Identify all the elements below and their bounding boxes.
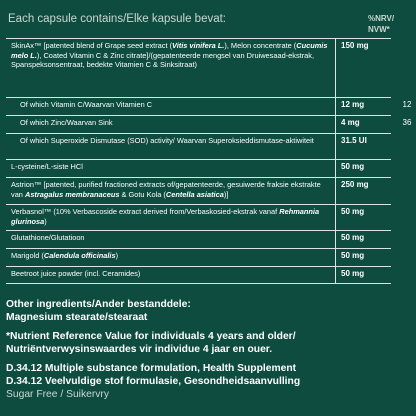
nrv-footnote-line-2: Nutriëntverwysinswaardes vir individue 4 jaar en ouer. — [6, 344, 273, 355]
sugar-free-note: Sugar Free / Suikervry — [6, 389, 110, 400]
ingredient-amount: 4 mg — [341, 118, 360, 127]
other-ingredients-heading: Other ingredients/Ander bestanddele: — [6, 299, 191, 310]
ingredient-name: Beetroot juice powder (incl. Ceramides) — [6, 267, 336, 283]
ingredient-name: Of which Superoxide Dismutase (SOD) activity/ Waarvan Superoksieddismutase-aktiwiteit — [6, 134, 336, 159]
ingredient-name: Verbasnol™ (10% Verbascoside extract derived from/Verbaskosied-ekstrak vanaf Rehmannia glurinosa) — [6, 205, 336, 230]
ingredient-amount: 50 mg — [341, 162, 365, 171]
other-ingredients-value: Magnesium stearate/stearaat — [6, 312, 148, 323]
ingredients-table — [6, 38, 412, 284]
ingredient-amount: 250 mg — [341, 180, 369, 189]
ingredient-name: L-cysteine/L-siste HCl — [6, 160, 336, 177]
table-row — [6, 248, 391, 266]
classification-line-2: D.34.12 Veelvuldige stof formulasie, Gesondheidsaanvulling — [6, 376, 301, 387]
ingredient-name: Of which Vitamin C/Waarvan Vitamien C — [6, 98, 336, 115]
classification-line-1: D.34.12 Multiple substance formulation, Health Supplement — [6, 363, 297, 374]
table-header — [6, 9, 410, 39]
ingredient-nrv: 12 — [402, 100, 412, 109]
table-row — [6, 266, 391, 284]
ingredient-amount: 150 mg — [341, 41, 369, 50]
table-row — [6, 204, 391, 230]
ingredient-name: Of which Zinc/Waarvan Sink — [6, 116, 336, 133]
ingredient-amount: 31.5 UI — [341, 136, 367, 145]
nrv-footnote-line-1: *Nutrient Reference Value for individuals 4 years and older/ — [6, 331, 296, 342]
table-row — [6, 38, 391, 97]
nrv-column-header — [368, 13, 410, 35]
ingredient-amount: 12 mg — [341, 100, 365, 109]
ingredient-amount: 50 mg — [341, 251, 365, 260]
ingredient-amount: 50 mg — [341, 207, 365, 216]
ingredient-amount: 50 mg — [341, 233, 365, 242]
header-title: Each capsule contains/Elke kapsule bevat: — [8, 13, 226, 25]
nrv-label-line-2: NVW* — [368, 25, 390, 34]
table-row — [6, 159, 391, 177]
ingredient-nrv: 36 — [402, 118, 412, 127]
label-footer — [6, 298, 410, 401]
table-row — [6, 115, 412, 133]
ingredient-name: SkinAx™ [patented blend of Grape seed extract (Vitis vinifera L.), Melon concentrate (Cucumis melo L.), Coated Vitamin C & Zinc citrate]/(gepatenteerde mengsel van Druiwesaad-ekstrak, Spanspeksonsentraat, bedekte Vitamien C & Sinksitraat) — [6, 39, 336, 97]
ingredient-name: Astrion™ [patented, purified fractioned extracts of/gepatenteerde, gesuiwerde fraksie ekstrakte van Astragalus membranaceus & Gotu Kola (Centella asiatica)] — [6, 178, 336, 204]
nrv-label-line-1: %NRV/ — [368, 14, 395, 23]
table-row — [6, 230, 391, 248]
ingredient-name: Glutathione/Glutatioon — [6, 231, 336, 248]
table-row — [6, 133, 391, 159]
ingredient-amount: 50 mg — [341, 269, 365, 278]
table-row — [6, 97, 412, 115]
ingredient-name: Marigold (Calendula officinalis) — [6, 249, 336, 266]
table-row — [6, 177, 391, 204]
